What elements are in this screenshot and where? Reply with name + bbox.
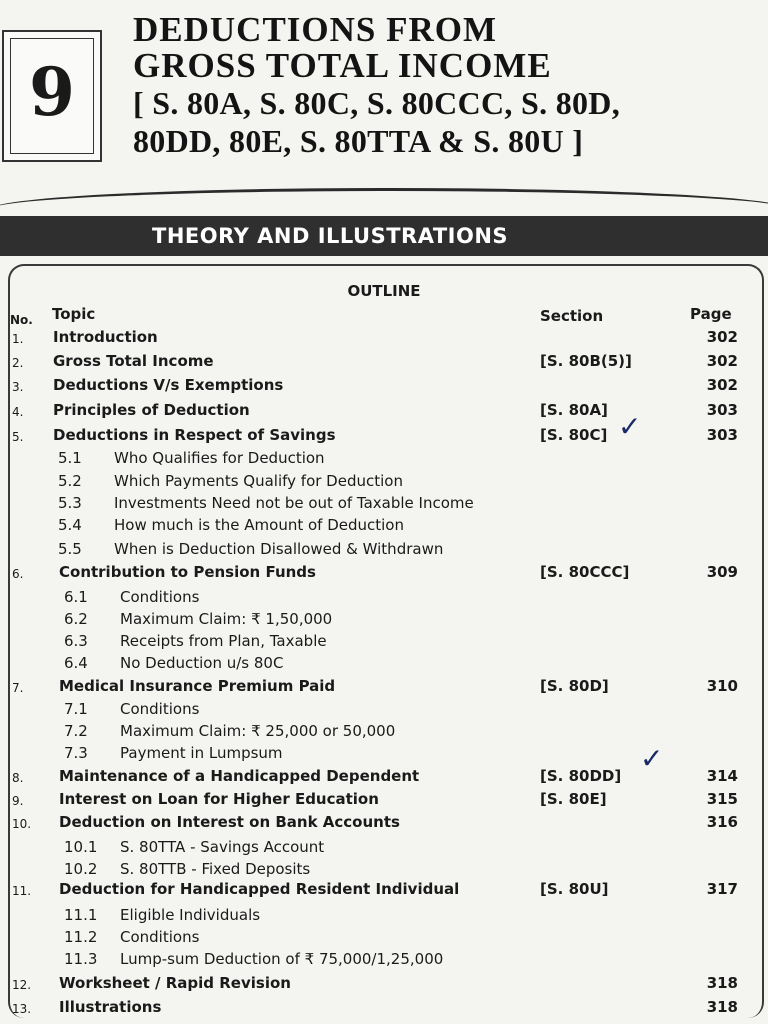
subrow-topic: Which Payments Qualify for Deduction bbox=[114, 472, 403, 490]
row-number: 1. bbox=[12, 332, 24, 346]
subrow-topic: Eligible Individuals bbox=[120, 906, 261, 924]
section-banner: THEORY AND ILLUSTRATIONS bbox=[0, 216, 768, 256]
subrow-number: 7.2 bbox=[64, 722, 88, 740]
row-number: 4. bbox=[12, 405, 24, 419]
subrow-topic: Maximum Claim: ₹ 1,50,000 bbox=[120, 610, 333, 628]
header-no: No. bbox=[10, 313, 33, 327]
outline-subrow bbox=[0, 516, 768, 540]
row-page: 315 bbox=[706, 790, 738, 808]
row-page: 302 bbox=[706, 352, 738, 370]
row-number: 8. bbox=[12, 771, 24, 785]
subrow-topic: Conditions bbox=[120, 588, 200, 606]
row-number: 3. bbox=[12, 380, 24, 394]
row-topic: Deduction for Handicapped Resident Individual bbox=[59, 880, 460, 898]
row-topic: Maintenance of a Handicapped Dependent bbox=[59, 767, 420, 785]
row-number: 5. bbox=[12, 430, 24, 444]
row-number: 10. bbox=[12, 817, 32, 831]
outline-row bbox=[0, 974, 768, 998]
outline-title: OUTLINE bbox=[347, 282, 421, 300]
row-section: [S. 80E] bbox=[540, 790, 607, 808]
row-number: 7. bbox=[12, 681, 24, 695]
row-topic: Gross Total Income bbox=[53, 352, 214, 370]
subrow-number: 7.1 bbox=[64, 700, 88, 718]
outline-row bbox=[0, 426, 768, 450]
row-page: 318 bbox=[706, 998, 738, 1016]
subrow-number: 11.1 bbox=[64, 906, 98, 924]
subrow-number: 6.2 bbox=[64, 610, 88, 628]
outline-row bbox=[0, 401, 768, 425]
outline-subrow bbox=[0, 610, 768, 634]
title-line-4: 80DD, 80E, S. 80TTA & S. 80U ] bbox=[133, 123, 584, 159]
checkmark-icon: ✓ bbox=[618, 410, 642, 443]
subrow-number: 6.3 bbox=[64, 632, 88, 650]
outline-subrow bbox=[0, 540, 768, 564]
subrow-topic: S. 80TTA - Savings Account bbox=[120, 838, 325, 856]
subrow-topic: S. 80TTB - Fixed Deposits bbox=[120, 860, 311, 878]
outline-row bbox=[0, 880, 768, 904]
row-number: 13. bbox=[12, 1002, 32, 1016]
outline-row bbox=[0, 328, 768, 352]
subrow-number: 10.1 bbox=[64, 838, 98, 856]
row-page: 303 bbox=[706, 401, 738, 419]
outline-subrow bbox=[0, 494, 768, 518]
subrow-number: 5.4 bbox=[58, 516, 82, 534]
row-page: 303 bbox=[706, 426, 738, 444]
row-section: [S. 80DD] bbox=[540, 767, 622, 785]
subrow-number: 11.3 bbox=[64, 950, 98, 968]
subrow-number: 5.3 bbox=[58, 494, 82, 512]
row-number: 2. bbox=[12, 356, 24, 370]
subrow-number: 11.2 bbox=[64, 928, 98, 946]
outline-row bbox=[0, 563, 768, 587]
subrow-topic: Receipts from Plan, Taxable bbox=[120, 632, 327, 650]
subrow-number: 6.1 bbox=[64, 588, 88, 606]
subrow-number: 5.5 bbox=[58, 540, 82, 558]
row-number: 12. bbox=[12, 978, 32, 992]
subrow-topic: When is Deduction Disallowed & Withdrawn bbox=[114, 540, 444, 558]
subrow-number: 5.1 bbox=[58, 449, 82, 467]
title-line-1: DEDUCTIONS FROM bbox=[133, 10, 498, 49]
outline-subrow bbox=[0, 950, 768, 974]
subrow-topic: Investments Need not be out of Taxable Income bbox=[114, 494, 474, 512]
subrow-number: 10.2 bbox=[64, 860, 98, 878]
subrow-number: 5.2 bbox=[58, 472, 82, 490]
subrow-topic: Who Qualifies for Deduction bbox=[114, 449, 325, 467]
subrow-topic: Maximum Claim: ₹ 25,000 or 50,000 bbox=[120, 722, 396, 740]
row-number: 11. bbox=[12, 884, 32, 898]
outline-row bbox=[0, 790, 768, 814]
row-page: 302 bbox=[706, 376, 738, 394]
chapter-number-box bbox=[2, 30, 102, 162]
row-section: [S. 80B(5)] bbox=[540, 352, 632, 370]
outline-row bbox=[0, 352, 768, 376]
row-number: 9. bbox=[12, 794, 24, 808]
row-topic: Principles of Deduction bbox=[53, 401, 250, 419]
outline-row bbox=[0, 677, 768, 701]
row-section: [S. 80U] bbox=[540, 880, 609, 898]
subrow-topic: Conditions bbox=[120, 700, 200, 718]
row-topic: Contribution to Pension Funds bbox=[59, 563, 316, 581]
outline-subrow bbox=[0, 588, 768, 612]
outline-subrow bbox=[0, 700, 768, 724]
row-page: 317 bbox=[706, 880, 738, 898]
outline-subrow bbox=[0, 632, 768, 656]
header-page: Page bbox=[690, 305, 732, 323]
row-number: 6. bbox=[12, 567, 24, 581]
row-page: 310 bbox=[706, 677, 738, 695]
subrow-topic: Payment in Lumpsum bbox=[120, 744, 283, 762]
row-section: [S. 80C] bbox=[540, 426, 608, 444]
subrow-topic: Conditions bbox=[120, 928, 200, 946]
row-page: 302 bbox=[706, 328, 738, 346]
title-line-2: GROSS TOTAL INCOME bbox=[133, 46, 552, 85]
outline-subrow bbox=[0, 838, 768, 862]
header-section: Section bbox=[540, 307, 604, 325]
row-page: 314 bbox=[706, 767, 738, 785]
outline-subrow bbox=[0, 449, 768, 473]
outline-subrow bbox=[0, 928, 768, 952]
subrow-number: 7.3 bbox=[64, 744, 88, 762]
row-topic: Interest on Loan for Higher Education bbox=[59, 790, 379, 808]
row-topic: Deductions in Respect of Savings bbox=[53, 426, 336, 444]
row-section: [S. 80A] bbox=[540, 401, 608, 419]
checkmark-icon: ✓ bbox=[640, 742, 664, 775]
subrow-topic: Lump-sum Deduction of ₹ 75,000/1,25,000 bbox=[120, 950, 444, 968]
outline-row bbox=[0, 998, 768, 1022]
outline-row bbox=[0, 813, 768, 837]
row-section: [S. 80D] bbox=[540, 677, 609, 695]
outline-row bbox=[0, 376, 768, 400]
chapter-title bbox=[133, 12, 763, 160]
row-topic: Worksheet / Rapid Revision bbox=[59, 974, 291, 992]
row-topic: Deduction on Interest on Bank Accounts bbox=[59, 813, 400, 831]
row-page: 318 bbox=[706, 974, 738, 992]
row-section: [S. 80CCC] bbox=[540, 563, 630, 581]
row-page: 316 bbox=[706, 813, 738, 831]
outline-subrow bbox=[0, 654, 768, 678]
chapter-number: 9 bbox=[29, 53, 75, 131]
header-topic: Topic bbox=[52, 305, 96, 323]
subrow-topic: No Deduction u/s 80C bbox=[120, 654, 284, 672]
subrow-topic: How much is the Amount of Deduction bbox=[114, 516, 404, 534]
row-topic: Medical Insurance Premium Paid bbox=[59, 677, 336, 695]
row-page: 309 bbox=[706, 563, 738, 581]
row-topic: Introduction bbox=[53, 328, 158, 346]
row-topic: Deductions V/s Exemptions bbox=[53, 376, 284, 394]
outline-subrow bbox=[0, 472, 768, 496]
subrow-number: 6.4 bbox=[64, 654, 88, 672]
outline-subrow bbox=[0, 906, 768, 930]
row-topic: Illustrations bbox=[59, 998, 162, 1016]
title-line-3: [ S. 80A, S. 80C, S. 80CCC, S. 80D, bbox=[133, 85, 620, 121]
